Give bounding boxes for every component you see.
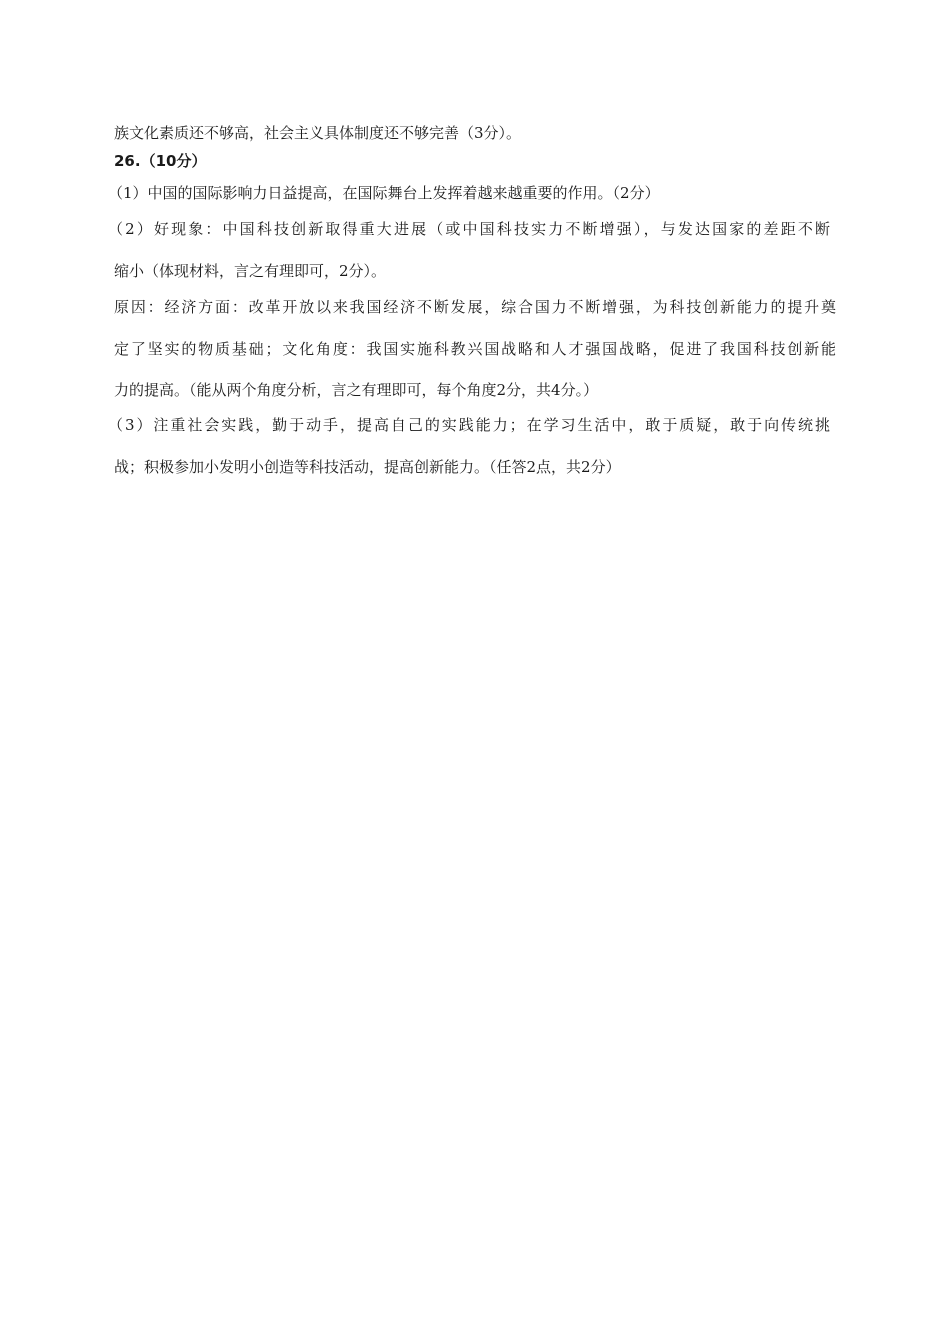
answer-part-2-line-1: （2）好现象：中国科技创新取得重大进展（或中国科技实力不断增强），与发达国家的差距不断 — [108, 220, 830, 238]
answer-reason-line-1: 原因：经济方面：改革开放以来我国经济不断发展，综合国力不断增强，为科技创新能力的提升奠 — [114, 298, 836, 316]
answer-part-1: （1）中国的国际影响力日益提高，在国际舞台上发挥着越来越重要的作用。（2分） — [108, 184, 660, 202]
answer-part-2-line-2: 缩小（体现材料，言之有理即可，2分）。 — [114, 262, 387, 280]
answer-reason-line-3: 力的提高。（能从两个角度分析，言之有理即可，每个角度2分，共4分。） — [114, 381, 599, 399]
answer-line-continuation: 族文化素质还不够高，社会主义具体制度还不够完善（3分）。 — [114, 124, 522, 142]
question-26-heading: 26.（10分） — [114, 152, 207, 170]
answer-reason-line-2: 定了坚实的物质基础；文化角度：我国实施科教兴国战略和人才强国战略，促进了我国科技创新能 — [114, 340, 836, 358]
answer-part-3-line-1: （3）注重社会实践，勤于动手，提高自己的实践能力；在学习生活中，敢于质疑，敢于向传统挑 — [108, 416, 830, 434]
answer-part-3-line-2: 战；积极参加小发明小创造等科技活动，提高创新能力。（任答2点，共2分） — [114, 458, 621, 476]
